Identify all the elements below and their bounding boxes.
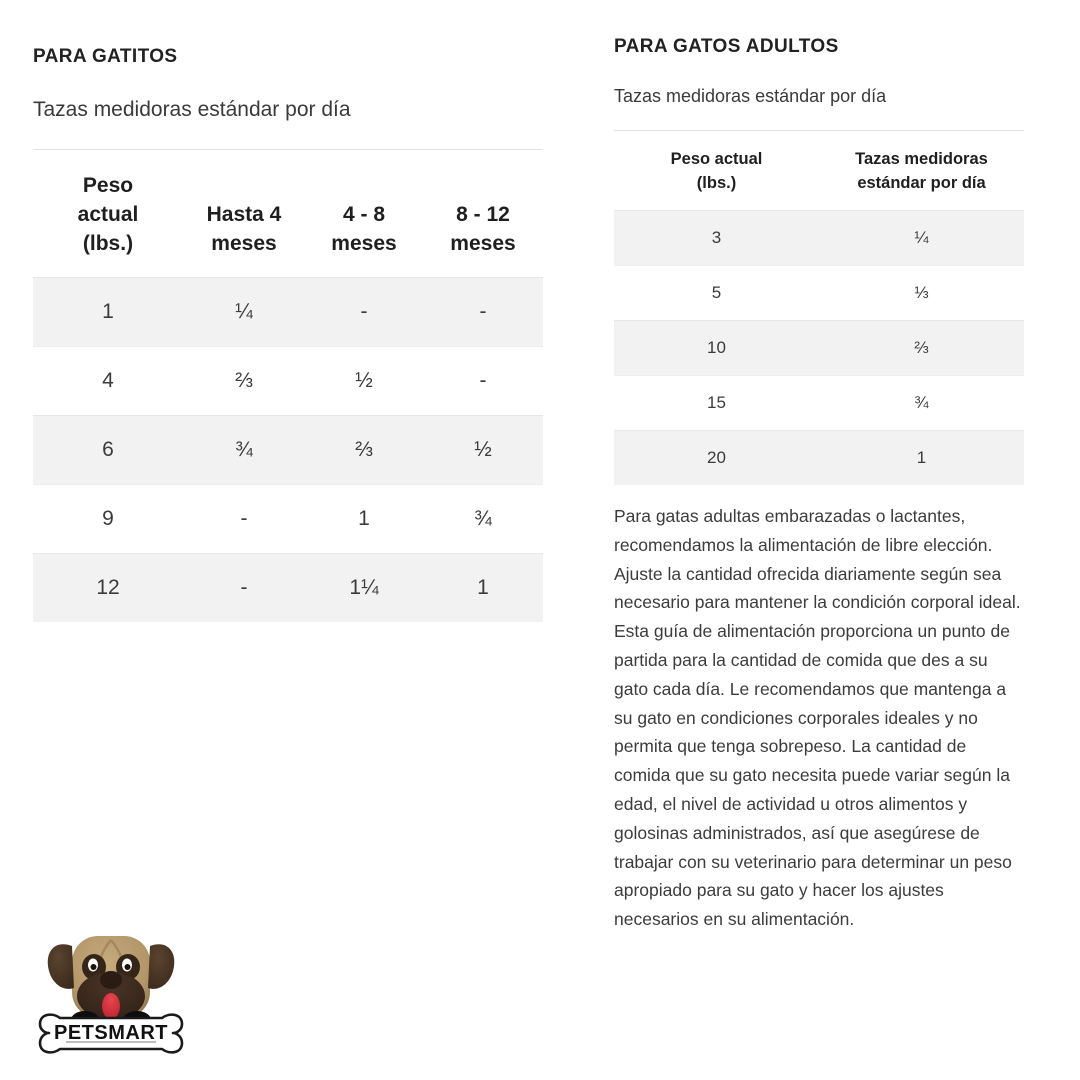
cell-4-8: -	[305, 278, 423, 347]
dog-ear-left-icon	[48, 944, 74, 989]
dog-pupil-right	[125, 964, 131, 970]
adult-table-head	[614, 131, 1024, 211]
dog-pupil-left	[91, 964, 97, 970]
table-row	[614, 266, 1024, 321]
cell-weight: 3	[614, 211, 819, 266]
adult-feeding-table	[614, 130, 1024, 485]
header-line: Tazas medidoras	[855, 150, 988, 169]
header-line: meses	[211, 232, 277, 256]
kitten-header-row	[33, 150, 543, 278]
header-line: meses	[450, 232, 516, 256]
cell-4-8: ½	[305, 347, 423, 416]
cell-8-12: -	[423, 347, 543, 416]
cell-weight: 6	[33, 416, 183, 485]
cell-8-12: ¾	[423, 485, 543, 554]
dog-ear-right-icon	[148, 944, 174, 989]
cell-4-8: 1¼	[305, 554, 423, 623]
cell-weight: 4	[33, 347, 183, 416]
table-row	[33, 485, 543, 554]
petsmart-logo	[36, 920, 186, 1055]
table-row	[33, 416, 543, 485]
table-row	[614, 376, 1024, 431]
kitten-feeding-table	[33, 149, 543, 622]
cell-cups: ⅓	[819, 266, 1024, 321]
kitten-table-head	[33, 150, 543, 278]
dog-head-icon	[48, 936, 175, 1020]
cell-weight: 1	[33, 278, 183, 347]
kitten-section-subtitle: Tazas medidoras estándar por día	[33, 97, 351, 121]
cell-4-8: ⅔	[305, 416, 423, 485]
petsmart-logo-svg	[36, 920, 186, 1055]
cell-weight: 20	[614, 431, 819, 486]
header-line: (lbs.)	[696, 174, 737, 193]
cell-up-to-4: ⅔	[183, 347, 305, 416]
dog-nose-icon	[100, 971, 122, 989]
header-line: estándar por día	[857, 174, 986, 193]
kitten-section	[33, 0, 543, 622]
cell-cups: ⅔	[819, 321, 1024, 376]
petsmart-wordmark: PETSMART	[54, 1022, 168, 1044]
cell-weight: 5	[614, 266, 819, 321]
adult-section-title: PARA GATOS ADULTOS	[614, 36, 839, 57]
header-line: 8 - 12	[456, 203, 510, 227]
cell-weight: 15	[614, 376, 819, 431]
adult-col-header-cups	[819, 131, 1024, 211]
table-row	[614, 321, 1024, 376]
cell-8-12: 1	[423, 554, 543, 623]
cell-cups: ¾	[819, 376, 1024, 431]
cell-weight: 10	[614, 321, 819, 376]
header-line: meses	[331, 232, 397, 256]
cell-cups: 1	[819, 431, 1024, 486]
cell-up-to-4: ¾	[183, 416, 305, 485]
adult-feeding-note: Para gatas adultas embarazadas o lactantes, recomendamos la alimentación de libre elección. Ajuste la cantidad ofrecida diariamente según sea necesario para mantener la condición corporal ideal. Esta guía de alimentación proporciona un punto de partida para la cantidad de comida que des a su gato cada día. Le recomendamos que mantenga a su gato en condiciones corporales ideales y no permita que tenga sobrepeso. La cantidad de comida que su gato necesita puede variar según la edad, el nivel de actividad u otros alimentos y golosinas administrados, así que asegúrese de trabajar con su veterinario para determinar un peso apropiado para su gato y hacer los ajustes necesarios en su alimentación.	[614, 506, 1021, 930]
adult-section	[614, 0, 1024, 934]
header-line: 4 - 8	[342, 203, 386, 227]
table-row	[33, 278, 543, 347]
adult-section-subtitle: Tazas medidoras estándar por día	[614, 85, 887, 106]
table-row	[33, 554, 543, 623]
cell-8-12: ½	[423, 416, 543, 485]
cell-up-to-4: -	[183, 554, 305, 623]
header-line: Peso actual	[670, 150, 763, 169]
table-row	[614, 211, 1024, 266]
kitten-table-wrapper	[33, 149, 543, 622]
table-row	[33, 347, 543, 416]
cell-weight: 12	[33, 554, 183, 623]
adult-table-wrapper	[614, 130, 1024, 485]
cell-up-to-4: ¼	[183, 278, 305, 347]
kitten-table-body	[33, 278, 543, 623]
adult-table-body	[614, 211, 1024, 486]
dog-tongue-icon	[102, 993, 120, 1019]
kitten-col-header-up-to-4-months	[183, 150, 305, 278]
bone-banner-icon	[40, 1015, 182, 1053]
cell-up-to-4: -	[183, 485, 305, 554]
adult-col-header-weight	[614, 131, 819, 211]
cell-cups: ¼	[819, 211, 1024, 266]
header-line: Hasta 4	[206, 203, 282, 227]
cell-4-8: 1	[305, 485, 423, 554]
adult-header-row	[614, 131, 1024, 211]
cell-weight: 9	[33, 485, 183, 554]
kitten-col-header-8-12-months	[423, 150, 543, 278]
header-line: (lbs.)	[82, 232, 134, 256]
header-line: Peso	[82, 174, 134, 198]
table-row	[614, 431, 1024, 486]
kitten-col-header-4-8-months	[305, 150, 423, 278]
header-line: actual	[77, 203, 139, 227]
kitten-col-header-weight	[33, 150, 183, 278]
kitten-section-title: PARA GATITOS	[33, 46, 178, 67]
cell-8-12: -	[423, 278, 543, 347]
